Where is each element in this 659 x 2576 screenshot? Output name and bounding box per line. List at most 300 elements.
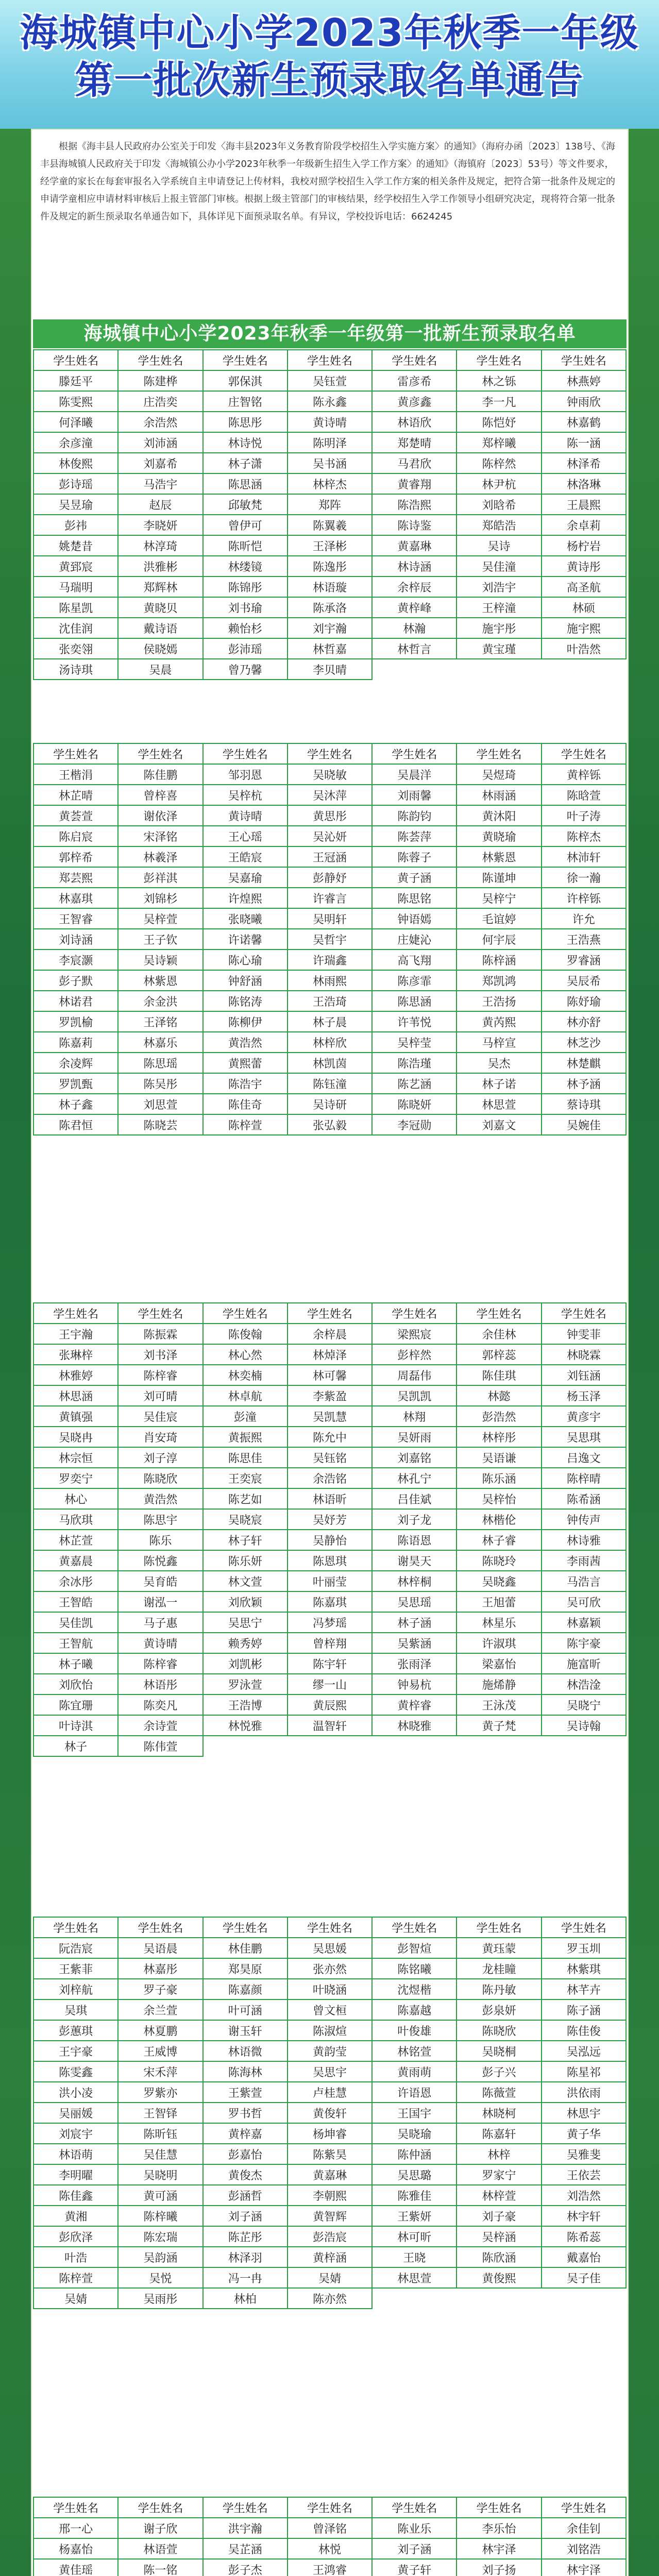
student-name-cell: 吴书涵 — [288, 453, 373, 474]
student-name-cell: 吴紫涵 — [373, 1633, 457, 1654]
student-name-cell: 王紫菲 — [34, 1959, 119, 1979]
student-name-cell: 吴梓怡 — [457, 1489, 542, 1510]
student-name-cell: 王泽铭 — [119, 1012, 203, 1032]
student-name-cell: 梁嘉怡 — [457, 1654, 542, 1674]
student-name-cell: 黄子涵 — [373, 868, 457, 888]
student-name-cell: 陈诗鉴 — [373, 515, 457, 536]
student-name-cell: 吴静怡 — [288, 1530, 373, 1551]
student-name-cell: 吴悦 — [119, 2268, 203, 2289]
student-name-cell: 林羲泽 — [119, 847, 203, 868]
student-name-cell: 黄嘉琳 — [373, 536, 457, 556]
column-header: 学生姓名 — [119, 350, 203, 371]
student-name-cell: 马浩言 — [542, 1571, 627, 1592]
student-name-cell: 吴昱瑜 — [34, 495, 119, 515]
student-name-cell: 王心瑶 — [204, 826, 288, 847]
student-name-cell: 肖安琦 — [119, 1427, 203, 1448]
student-name-cell: 叶可涵 — [204, 2000, 288, 2021]
student-name-cell: 林子诺 — [457, 1074, 542, 1094]
student-name-cell: 罗睿涵 — [542, 950, 627, 971]
student-name-cell: 雷彦希 — [373, 371, 457, 392]
student-name-cell: 吴思瑶 — [373, 1592, 457, 1613]
student-name-cell: 黄辰熙 — [288, 1695, 373, 1716]
student-name-cell: 吴凯凯 — [373, 1386, 457, 1406]
student-name-cell: 林泽羽 — [204, 2247, 288, 2268]
student-name-cell: 姚楚昔 — [34, 536, 119, 556]
student-name-cell: 林芊卉 — [542, 1979, 627, 2000]
column-header: 学生姓名 — [542, 744, 627, 765]
student-name-cell: 吴语谦 — [457, 1448, 542, 1468]
student-name-cell: 吴梓莹 — [373, 1032, 457, 1053]
student-name-cell: 吴晓宁 — [542, 1695, 627, 1716]
student-name-cell: 洪小凌 — [34, 2082, 119, 2103]
student-name-cell: 刘嘉希 — [119, 453, 203, 474]
student-name-cell: 张奕翎 — [34, 639, 119, 659]
student-name-cell: 陈永鑫 — [288, 392, 373, 412]
student-name-cell: 彭浩然 — [457, 1406, 542, 1427]
student-name-cell: 吴哲宇 — [288, 929, 373, 950]
student-name-cell: 林宇轩 — [542, 2206, 627, 2227]
student-name-cell: 黄荟萱 — [34, 806, 119, 826]
student-name-cell: 吴芷涵 — [204, 2539, 288, 2560]
student-name-cell: 彭蕙琪 — [34, 2021, 119, 2041]
student-name-cell: 黄浩然 — [204, 1032, 288, 1053]
student-name-cell: 陈晓芸 — [119, 1115, 203, 1136]
student-name-cell: 陈宜珊 — [34, 1695, 119, 1716]
student-name-cell: 阮浩宸 — [34, 1938, 119, 1959]
student-name-cell: 余佳林 — [457, 1324, 542, 1345]
student-name-cell: 陈佳琪 — [457, 1365, 542, 1386]
student-name-cell: 林予涵 — [542, 1074, 627, 1094]
student-name-cell: 王紫萱 — [204, 2082, 288, 2103]
student-name-cell: 林心然 — [204, 1345, 288, 1365]
student-name-cell: 刘子扬 — [457, 2560, 542, 2576]
column-header: 学生姓名 — [457, 1918, 542, 1938]
student-name-cell: 王冠涵 — [288, 847, 373, 868]
student-name-cell: 黄诗彤 — [542, 556, 627, 577]
student-name-cell: 许允 — [542, 909, 627, 929]
student-name-cell: 温智轩 — [288, 1716, 373, 1736]
student-name-cell: 罗凯榆 — [34, 1012, 119, 1032]
student-name-cell: 陈思瑶 — [119, 1053, 203, 1074]
student-name-cell: 邹羽恩 — [204, 765, 288, 785]
student-name-cell: 王梓潼 — [457, 598, 542, 618]
student-name-cell: 林子晨 — [288, 1012, 373, 1032]
student-name-cell: 陈嘉颜 — [204, 1979, 288, 2000]
student-name-cell: 黄子轩 — [373, 2560, 457, 2576]
student-name-cell: 彭梓然 — [373, 1345, 457, 1365]
student-name-cell: 陈宇轩 — [288, 1654, 373, 1674]
student-name-cell: 陈宇豪 — [542, 1633, 627, 1654]
student-name-cell: 陈梓晴 — [542, 1468, 627, 1489]
column-header: 学生姓名 — [204, 350, 288, 371]
student-name-cell: 林梓 — [457, 2144, 542, 2165]
student-name-cell: 陈梓涵 — [457, 950, 542, 971]
student-name-cell: 林梓萱 — [457, 2185, 542, 2206]
student-name-cell: 陈梓然 — [457, 453, 542, 474]
student-name-cell: 陈锦彤 — [204, 577, 288, 598]
student-name-cell: 沈佳润 — [34, 618, 119, 639]
student-name-cell: 谢子欣 — [119, 2518, 203, 2539]
student-name-cell: 林凯茵 — [288, 1053, 373, 1074]
student-name-cell: 刘宇瀚 — [288, 618, 373, 639]
student-name-cell: 彭沛瑶 — [204, 639, 288, 659]
student-name-cell: 吴佳凯 — [34, 1613, 119, 1633]
student-name-cell: 余梓辰 — [373, 577, 457, 598]
student-name-cell: 杨柠岩 — [542, 536, 627, 556]
student-name-cell: 黄子梵 — [457, 1716, 542, 1736]
student-name-cell: 王旭蕾 — [457, 1592, 542, 1613]
student-name-cell: 吕佳斌 — [373, 1489, 457, 1510]
student-name-cell: 彭诗瑶 — [34, 474, 119, 495]
student-name-cell: 余冰彤 — [34, 1571, 119, 1592]
student-name-cell: 林诗悦 — [204, 433, 288, 453]
student-name-cell: 吴杰 — [457, 1053, 542, 1074]
student-name-cell: 吴雨彤 — [119, 2289, 203, 2309]
student-name-cell: 叶丽莹 — [288, 1571, 373, 1592]
student-name-cell: 彭静妤 — [288, 868, 373, 888]
student-name-cell: 罗子豪 — [119, 1979, 203, 2000]
student-name-cell: 余卓莉 — [542, 515, 627, 536]
column-header: 学生姓名 — [288, 744, 373, 765]
student-name-cell: 吴凯慧 — [288, 1406, 373, 1427]
student-name-cell: 陈业乐 — [373, 2518, 457, 2539]
student-name-cell: 刘思萱 — [119, 1094, 203, 1115]
student-name-cell: 林哲嘉 — [288, 639, 373, 659]
student-name-cell: 陈艺涵 — [373, 1074, 457, 1094]
student-name-cell: 彭泉妍 — [457, 2000, 542, 2021]
student-name-cell: 吴梓杭 — [204, 785, 288, 806]
student-name-cell: 林语昕 — [288, 1489, 373, 1510]
student-name-cell: 刘晗希 — [457, 495, 542, 515]
student-name-cell: 刘子涵 — [373, 2539, 457, 2560]
student-name-cell: 林语萌 — [34, 2144, 119, 2165]
student-name-cell: 陈思涵 — [373, 991, 457, 1012]
student-name-cell: 陈希蕊 — [542, 2227, 627, 2247]
student-name-cell: 李紫盈 — [288, 1386, 373, 1406]
student-name-cell: 郑昊原 — [204, 1959, 288, 1979]
student-name-cell: 汤诗琪 — [34, 659, 119, 680]
student-name-cell: 刘子淳 — [119, 1448, 203, 1468]
student-name-cell: 王楷涓 — [34, 765, 119, 785]
student-name-cell: 吴泓远 — [542, 2041, 627, 2062]
student-name-cell: 陈昕钰 — [119, 2124, 203, 2144]
student-name-cell: 黄可涵 — [119, 2185, 203, 2206]
student-name-cell: 吴晓冉 — [34, 1427, 119, 1448]
student-name-cell: 陈心瑜 — [204, 950, 288, 971]
student-name-cell: 林子潇 — [204, 453, 288, 474]
student-name-cell: 邢一心 — [34, 2518, 119, 2539]
column-header: 学生姓名 — [457, 2498, 542, 2518]
student-name-cell: 陈思宇 — [119, 1510, 203, 1530]
student-name-cell: 林子 — [34, 1736, 119, 1757]
student-name-cell: 余兰萱 — [119, 2000, 203, 2021]
student-name-cell: 钟语嫣 — [373, 909, 457, 929]
student-name-cell: 黄诗晴 — [119, 1633, 203, 1654]
student-name-cell: 陈悦鑫 — [119, 1551, 203, 1571]
student-name-cell: 王鸿睿 — [288, 2560, 373, 2576]
student-name-cell: 李一凡 — [457, 392, 542, 412]
student-name-cell: 陈铭涛 — [204, 991, 288, 1012]
student-name-cell: 林焯泽 — [288, 1345, 373, 1365]
student-name-cell: 陈晗萱 — [542, 785, 627, 806]
title-line-1: 海城镇中心小学2023年秋季一年级 — [20, 11, 639, 55]
student-name-cell: 戴诗语 — [119, 618, 203, 639]
student-name-cell: 郑辉林 — [119, 577, 203, 598]
student-name-cell: 罗泳萱 — [204, 1674, 288, 1695]
student-name-cell: 王泽彬 — [288, 536, 373, 556]
student-name-cell: 余金洪 — [119, 991, 203, 1012]
student-name-cell: 陈谨坤 — [457, 868, 542, 888]
student-name-cell: 彭欣泽 — [34, 2227, 119, 2247]
column-header: 学生姓名 — [204, 2498, 288, 2518]
student-name-cell: 马子惠 — [119, 1613, 203, 1633]
student-name-cell: 林楚麒 — [542, 1053, 627, 1074]
student-name-cell: 黄雨萌 — [373, 2062, 457, 2082]
student-name-cell: 黄睿翔 — [373, 474, 457, 495]
student-name-cell: 谢玉轩 — [204, 2021, 288, 2041]
student-name-cell: 陈一涵 — [542, 433, 627, 453]
student-name-cell: 施富昕 — [542, 1654, 627, 1674]
student-name-cell: 黄梓铄 — [542, 765, 627, 785]
student-name-cell: 陈恩琪 — [288, 1551, 373, 1571]
student-name-cell: 庄浩奕 — [119, 392, 203, 412]
student-name-cell: 林沛轩 — [542, 847, 627, 868]
student-name-cell: 许睿言 — [288, 888, 373, 909]
student-name-cell: 陈思佳 — [204, 1448, 288, 1468]
student-name-cell: 马瑞明 — [34, 577, 119, 598]
student-name-cell: 陈思涵 — [204, 474, 288, 495]
student-name-cell: 彭子杰 — [204, 2560, 288, 2576]
student-name-cell: 张琳梓 — [34, 1345, 119, 1365]
student-name-cell: 刘钰涵 — [542, 1365, 627, 1386]
intro-text: 根据《海丰县人民政府办公室关于印发〈海丰县2023年义务教育阶段学校招生入学实施方案〉的通知》（海府办函〔2023〕138号、《海丰县海城镇人民政府关于印发〈海城镇公办小学2023年秋季一年级新生招生入学工作方案〉的通知》（海镇府〔2023〕53号）等文件要求，经学童的家长在每套审报名入学系统自主申请登记上传材料，我校对照学校招生入学工作方案的相关条件及规定，把符合第一批条件及规定的申请学童相应申请材料审核后上报主管部门审核。根据上级主管部门的审核结果，经学校招生入学工作领导小组研究决定，现将符合第一批条件及规定的新生预录取名单通告如下，具体详见下面预录取名单。有异议，学校投诉电话：6624245 — [40, 141, 615, 222]
student-name-cell: 蔡诗琪 — [542, 1094, 627, 1115]
column-header: 学生姓名 — [204, 744, 288, 765]
student-name-cell: 洪依雨 — [542, 2082, 627, 2103]
student-name-cell: 张亦然 — [288, 1959, 373, 1979]
column-header: 学生姓名 — [373, 1303, 457, 1324]
student-name-cell: 陈海林 — [204, 2062, 288, 2082]
student-name-cell: 林泽希 — [542, 453, 627, 474]
name-grid-2 — [33, 743, 627, 1136]
student-name-cell: 陈薇萱 — [457, 2082, 542, 2103]
student-name-cell: 黄俊杰 — [204, 2165, 288, 2185]
column-header: 学生姓名 — [457, 744, 542, 765]
student-name-cell: 杨嘉怡 — [34, 2539, 119, 2560]
student-name-cell: 陈晓欣 — [457, 2021, 542, 2041]
student-name-cell: 黄振熙 — [204, 1427, 288, 1448]
student-name-cell: 许煌熙 — [204, 888, 288, 909]
student-name-cell: 张雨泽 — [373, 1654, 457, 1674]
student-name-cell: 吴思琪 — [542, 1427, 627, 1448]
student-name-cell: 林楷伦 — [457, 1510, 542, 1530]
student-name-cell: 王泳茂 — [457, 1695, 542, 1716]
student-name-cell: 吴诗 — [457, 536, 542, 556]
student-name-cell: 林瀚 — [373, 618, 457, 639]
student-name-cell: 刘凯彬 — [204, 1654, 288, 1674]
student-name-cell: 李雨茜 — [542, 1551, 627, 1571]
student-name-cell: 吴语晨 — [119, 1938, 203, 1959]
student-name-cell: 刘子涵 — [204, 2206, 288, 2227]
student-name-cell: 吴佳宸 — [119, 1406, 203, 1427]
student-name-cell: 叶晓涵 — [288, 1979, 373, 2000]
student-name-cell: 黄思彤 — [288, 806, 373, 826]
student-name-cell: 林尹杭 — [457, 474, 542, 495]
student-name-cell: 林梓桐 — [373, 1571, 457, 1592]
student-name-cell: 刘书泽 — [119, 1345, 203, 1365]
student-name-cell: 黄诗晴 — [288, 412, 373, 433]
student-name-cell: 梁熙宸 — [373, 1324, 457, 1345]
student-name-cell: 吴诗研 — [288, 1094, 373, 1115]
column-header: 学生姓名 — [119, 2498, 203, 2518]
student-name-cell: 张晓曦 — [204, 909, 288, 929]
student-name-cell: 余梓晨 — [288, 1324, 373, 1345]
student-name-cell: 林芷晴 — [34, 785, 119, 806]
student-name-cell: 缪一山 — [288, 1674, 373, 1695]
student-name-cell: 黄镇强 — [34, 1406, 119, 1427]
student-name-cell: 何宇辰 — [457, 929, 542, 950]
student-name-cell: 林翔 — [373, 1406, 457, 1427]
student-name-cell: 王智睿 — [34, 909, 119, 929]
student-name-cell: 刘铭浩 — [542, 2539, 627, 2560]
student-name-cell: 杨玉泽 — [542, 1386, 627, 1406]
student-name-cell: 林语欣 — [373, 412, 457, 433]
student-name-cell: 林嘉彤 — [119, 1959, 203, 1979]
student-name-cell: 宋泽铭 — [119, 826, 203, 847]
student-name-cell: 吴妍雨 — [373, 1427, 457, 1448]
student-name-cell: 林可昕 — [373, 2227, 457, 2247]
student-name-cell: 许瑞鑫 — [288, 950, 373, 971]
student-name-cell: 何泽曦 — [34, 412, 119, 433]
student-name-cell: 叶俊雄 — [373, 2021, 457, 2041]
column-header: 学生姓名 — [34, 1918, 119, 1938]
student-name-cell: 许诺馨 — [204, 929, 288, 950]
student-name-cell: 郑阵 — [288, 495, 373, 515]
student-name-cell: 吴梓宁 — [457, 888, 542, 909]
student-name-cell: 黄芮熙 — [457, 1012, 542, 1032]
student-name-cell: 马梓宣 — [457, 1032, 542, 1053]
student-name-cell: 林嘉鹤 — [542, 412, 627, 433]
student-name-cell: 林宇泽 — [542, 2560, 627, 2576]
student-name-cell: 黄晓贝 — [119, 598, 203, 618]
student-name-cell: 林诗雅 — [542, 1530, 627, 1551]
student-name-cell: 李朝熙 — [288, 2185, 373, 2206]
column-header: 学生姓名 — [373, 744, 457, 765]
student-name-cell: 陈佳鑫 — [34, 2185, 119, 2206]
student-name-cell: 刘嘉铭 — [373, 1448, 457, 1468]
student-name-cell: 林心 — [34, 1489, 119, 1510]
student-name-cell: 曾梓喜 — [119, 785, 203, 806]
student-name-cell: 王皓宸 — [204, 847, 288, 868]
student-name-cell: 林梓彤 — [457, 1427, 542, 1448]
column-header: 学生姓名 — [119, 1918, 203, 1938]
name-grid-4 — [33, 1917, 627, 2309]
student-name-cell: 陈浩熙 — [373, 495, 457, 515]
student-name-cell: 高飞翔 — [373, 950, 457, 971]
student-name-cell: 沈煜楷 — [373, 1979, 457, 2000]
column-header: 学生姓名 — [373, 2498, 457, 2518]
student-name-cell: 吴婧 — [34, 2289, 119, 2309]
student-name-cell: 刘锦杉 — [119, 888, 203, 909]
student-name-cell: 刘嘉文 — [457, 1115, 542, 1136]
student-name-cell: 马欣琪 — [34, 1510, 119, 1530]
student-name-cell: 林思萱 — [457, 1094, 542, 1115]
student-name-cell: 林雅婷 — [34, 1365, 119, 1386]
student-name-cell: 陈君恒 — [34, 1115, 119, 1136]
student-name-cell: 郭梓希 — [34, 847, 119, 868]
student-name-cell: 施宇熙 — [542, 618, 627, 639]
student-name-cell: 郑皓浩 — [457, 515, 542, 536]
student-name-cell: 冯一冉 — [204, 2268, 288, 2289]
student-name-cell: 吴思璐 — [373, 2165, 457, 2185]
student-name-cell: 王晨熙 — [542, 495, 627, 515]
student-name-cell: 叶诗淇 — [34, 1716, 119, 1736]
student-name-cell: 王浩琦 — [288, 991, 373, 1012]
student-name-cell: 洪雅彬 — [119, 556, 203, 577]
column-header: 学生姓名 — [457, 1303, 542, 1324]
student-name-cell: 李贝晴 — [288, 659, 373, 680]
student-name-cell: 吴妤芳 — [288, 1510, 373, 1530]
student-name-cell: 谢依泽 — [119, 806, 203, 826]
student-name-cell: 陈翼羲 — [288, 515, 373, 536]
student-name-cell: 王宇豪 — [34, 2041, 119, 2062]
student-name-cell: 林俊熙 — [34, 453, 119, 474]
student-name-cell: 陈希涵 — [542, 1489, 627, 1510]
page-title — [0, 9, 659, 104]
student-name-cell: 黄梓峰 — [373, 598, 457, 618]
student-name-cell: 吴晓桐 — [457, 2041, 542, 2062]
student-name-cell: 吴晨洋 — [373, 765, 457, 785]
student-name-cell: 吴钰萱 — [288, 371, 373, 392]
student-name-cell: 罗书哲 — [204, 2103, 288, 2124]
student-name-cell: 吴思宁 — [204, 1613, 288, 1633]
student-name-cell: 林洛琳 — [542, 474, 627, 495]
student-name-cell: 林懿 — [457, 1386, 542, 1406]
student-name-cell: 林芷萱 — [34, 1530, 119, 1551]
column-header: 学生姓名 — [288, 350, 373, 371]
student-name-cell: 黄宝瑾 — [457, 639, 542, 659]
student-name-cell: 林奕楠 — [204, 1365, 288, 1386]
column-header: 学生姓名 — [34, 1303, 119, 1324]
student-name-cell: 谢昊天 — [373, 1551, 457, 1571]
student-name-cell: 李冠勋 — [373, 1115, 457, 1136]
column-header: 学生姓名 — [373, 350, 457, 371]
student-name-cell: 陈嘉琪 — [288, 1592, 373, 1613]
column-header: 学生姓名 — [34, 2498, 119, 2518]
student-name-cell: 郑楚晴 — [373, 433, 457, 453]
student-name-cell: 林星乐 — [457, 1613, 542, 1633]
student-name-cell: 陈紫昊 — [288, 2144, 373, 2165]
student-name-cell: 林铭萱 — [373, 2041, 457, 2062]
student-name-cell: 王晓 — [373, 2247, 457, 2268]
student-name-cell: 陈艺如 — [204, 1489, 288, 1510]
student-name-cell: 刘浩宇 — [457, 577, 542, 598]
student-name-cell: 林诺君 — [34, 991, 119, 1012]
student-name-cell: 吴琪 — [34, 2000, 119, 2021]
student-name-cell: 王依芸 — [542, 2165, 627, 2185]
student-name-cell: 林淳琦 — [119, 536, 203, 556]
student-name-cell: 陈钰潼 — [288, 1074, 373, 1094]
student-name-cell: 林子涵 — [373, 1613, 457, 1633]
student-name-cell: 洪宇瀚 — [204, 2518, 288, 2539]
student-name-cell: 马浩宇 — [119, 474, 203, 495]
student-name-cell: 周磊伟 — [373, 1365, 457, 1386]
student-name-cell: 郭保淇 — [204, 371, 288, 392]
column-header: 学生姓名 — [288, 2498, 373, 2518]
student-name-cell: 施宇彤 — [457, 618, 542, 639]
student-name-cell: 庄智铭 — [204, 392, 288, 412]
student-name-cell: 陈欣涵 — [457, 2247, 542, 2268]
